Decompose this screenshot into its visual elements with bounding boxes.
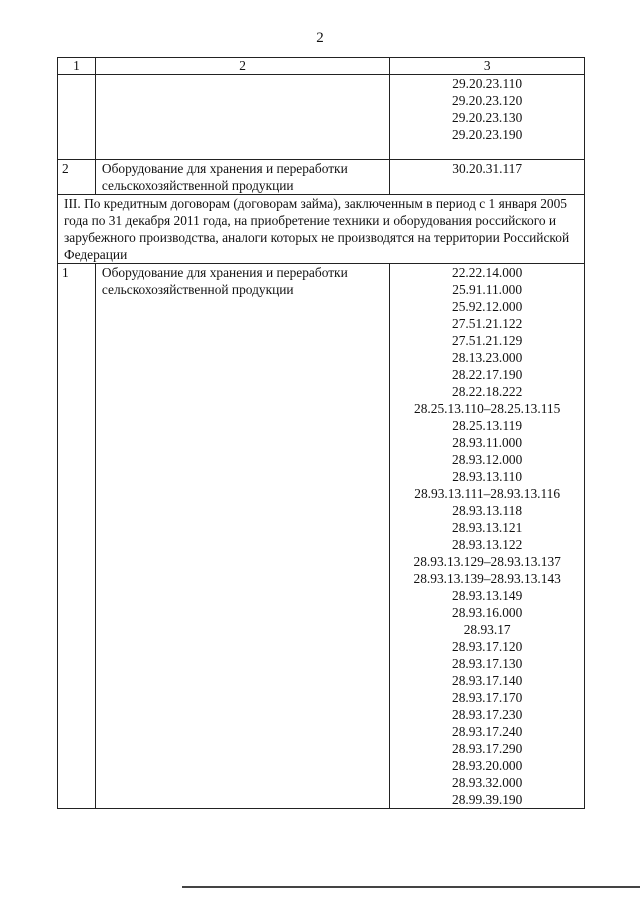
code-item: 28.93.13.111–28.93.13.116 <box>414 486 561 501</box>
code-item: 28.93.13.139–28.93.13.143 <box>413 571 561 586</box>
code-item: 25.92.12.000 <box>452 299 523 314</box>
code-item: 28.13.23.000 <box>452 350 523 365</box>
code-item: 28.93.12.000 <box>452 452 523 467</box>
code-item: 28.93.20.000 <box>452 758 523 773</box>
code-item: 28.93.13.110 <box>452 469 523 484</box>
code-item: 28.93.13.129–28.93.13.137 <box>413 554 561 569</box>
code-item: 29.20.23.130 <box>452 110 523 125</box>
code-item: 28.93.17 <box>463 622 511 637</box>
code-item: 28.93.17.240 <box>452 724 523 739</box>
code-item: 28.93.13.122 <box>452 537 523 552</box>
codes-cell <box>390 160 585 195</box>
code-item: 28.25.13.119 <box>452 418 523 433</box>
code-item: 28.93.17.170 <box>452 690 523 705</box>
code-item: 29.20.23.190 <box>452 127 523 142</box>
code-item: 28.93.17.290 <box>452 741 523 756</box>
row-number: 2 <box>58 160 96 195</box>
code-item: 29.20.23.110 <box>452 76 523 91</box>
code-item: 28.93.17.140 <box>452 673 523 688</box>
code-item: 29.20.23.120 <box>452 93 523 108</box>
row-number-cell <box>58 75 96 160</box>
code-item: 28.93.13.121 <box>452 520 523 535</box>
row-number: 1 <box>58 264 96 809</box>
table-row <box>58 264 585 809</box>
code-table <box>57 57 585 809</box>
code-item: 28.93.13.118 <box>452 503 523 518</box>
code-item: 28.93.17.130 <box>452 656 523 671</box>
codes-cell <box>390 264 585 809</box>
code-item: 30.20.31.117 <box>452 161 523 176</box>
code-item: 28.93.17.120 <box>452 639 523 654</box>
code-item: 27.51.21.122 <box>452 316 523 331</box>
code-item: 28.22.17.190 <box>452 367 523 382</box>
row-name-cell <box>95 75 389 160</box>
table-row <box>58 160 585 195</box>
code-item: 28.99.39.190 <box>452 792 523 807</box>
code-item: 27.51.21.129 <box>452 333 523 348</box>
code-item: 22.22.14.000 <box>452 265 523 280</box>
table-row-continued <box>58 75 585 160</box>
row-name: Оборудование для хранения и переработки сельскохозяйственной продукции <box>95 160 389 195</box>
column-header-2: 2 <box>95 58 389 75</box>
bottom-rule <box>182 886 640 888</box>
code-item: 28.22.18.222 <box>452 384 523 399</box>
code-item: 28.93.16.000 <box>452 605 523 620</box>
row-name: Оборудование для хранения и переработки сельскохозяйственной продукции <box>95 264 389 809</box>
column-header-1: 1 <box>58 58 96 75</box>
code-item: 28.93.32.000 <box>452 775 523 790</box>
section-heading: III. По кредитным договорам (договорам займа), заключенным в период с 1 января 2005 года по 31 декабря 2011 года, на приобретение техники и оборудования российского и зарубежного производства, аналоги которых не производятся на территории Российской Федерации <box>58 195 585 264</box>
code-item: 28.93.11.000 <box>452 435 523 450</box>
code-item: 28.93.17.230 <box>452 707 523 722</box>
section-heading-row <box>58 195 585 264</box>
column-header-3: 3 <box>390 58 585 75</box>
table-header-row <box>58 58 585 75</box>
code-item: 25.91.11.000 <box>452 282 523 297</box>
code-item: 28.93.13.149 <box>452 588 523 603</box>
page-number: 2 <box>316 30 324 46</box>
code-item: 28.25.13.110–28.25.13.115 <box>414 401 561 416</box>
codes-cell <box>390 75 585 160</box>
